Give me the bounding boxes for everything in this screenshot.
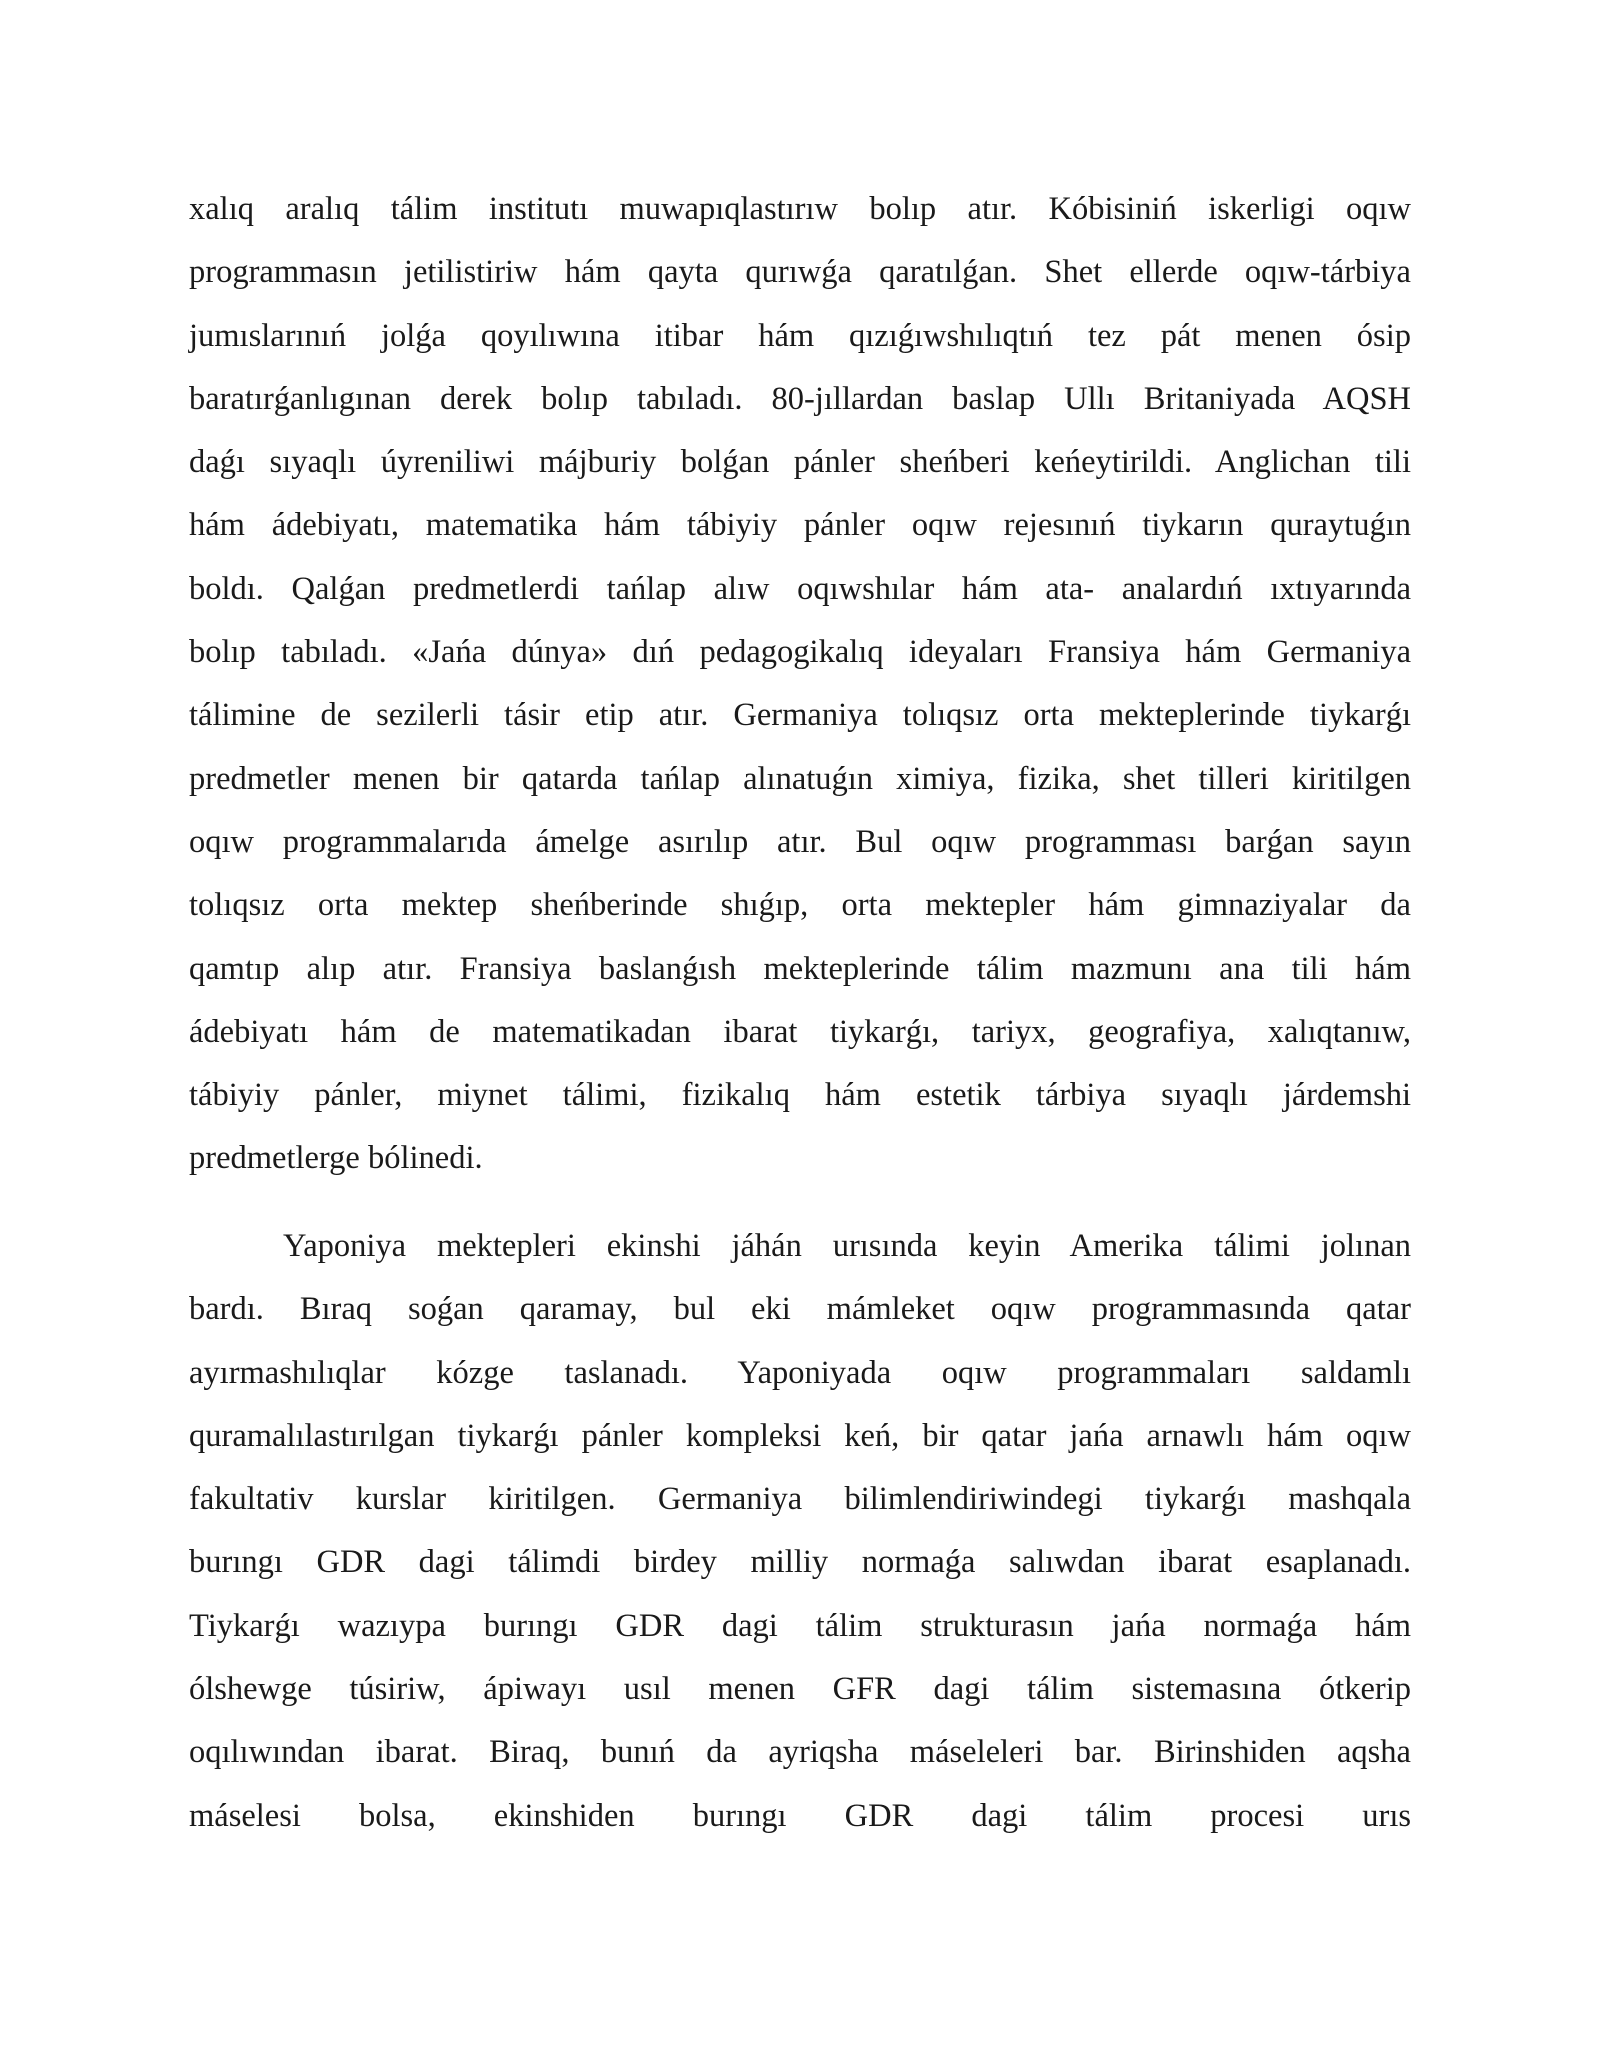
paragraph-line: Tiykarǵı wazıypa burıngı GDR dagi tálim strukturasın jańa normaǵa hám — [189, 1607, 1411, 1644]
paragraph-line: predmetler menen bir qatarda tańlap alınatuǵın ximiya, fizika, shet tilleri kiritilgen — [189, 760, 1411, 797]
paragraph-line: jumıslarınıń jolǵa qoyılıwına itibar hám qızıǵıwshılıqtıń tez pát menen ósip — [189, 317, 1411, 354]
paragraph-line: fakultativ kurslar kiritilgen. Germaniya bilimlendiriwindegi tiykarǵı mashqala — [189, 1481, 1411, 1518]
paragraph-line: tálimine de sezilerli tásir etip atır. Germaniya tolıqsız orta mekteplerinde tiykarǵı — [189, 697, 1411, 734]
paragraph-line: oqılıwından ibarat. Biraq, bunıń da ayriqsha máseleleri bar. Birinshiden aqsha — [189, 1734, 1411, 1771]
paragraph-2 — [189, 1215, 1411, 1848]
paragraph-line: ádebiyatı hám de matematikadan ibarat tiykarǵı, tariyx, geografiya, xalıqtanıw, — [189, 1013, 1411, 1050]
paragraph-line: Yaponiya mektepleri ekinshi jáhán urısında keyin Amerika tálimi jolınan — [283, 1228, 1411, 1264]
paragraph-line: bardı. Bıraq soǵan qaramay, bul eki mámleket oqıw programmasında qatar — [189, 1291, 1411, 1328]
paragraph-1 — [189, 178, 1411, 1191]
paragraph-line: tolıqsız orta mektep sheńberinde shıǵıp, orta mektepler hám gimnaziyalar da — [189, 887, 1411, 924]
paragraph-line: daǵı sıyaqlı úyreniliwi májburiy bolǵan pánler sheńberi keńeytirildi. Anglichan tili — [189, 444, 1411, 481]
paragraph-line: quramalılastırılgan tiykarǵı pánler kompleksi keń, bir qatar jańa arnawlı hám oqıw — [189, 1417, 1411, 1454]
paragraph-line: programmasın jetilistiriw hám qayta qurıwǵa qaratılǵan. Shet ellerde oqıw-tárbiya — [189, 254, 1411, 291]
paragraph-line: tábiyiy pánler, miynet tálimi, fizikalıq hám estetik tárbiya sıyaqlı járdemshi — [189, 1077, 1411, 1114]
paragraph-line: oqıw programmalarıda ámelge asırılıp atır. Bul oqıw programması barǵan sayın — [189, 823, 1411, 860]
paragraph-line: hám ádebiyatı, matematika hám tábiyiy pánler oqıw rejesınıń tiykarın quraytuǵın — [189, 507, 1411, 544]
paragraph-line: boldı. Qalǵan predmetlerdi tańlap alıw oqıwshılar hám ata- analardıń ıxtıyarında — [189, 570, 1411, 607]
paragraph-line: predmetlerge bólinedi. — [189, 1140, 483, 1177]
paragraph-line: ayırmashılıqlar kózge taslanadı. Yaponiyada oqıw programmaları saldamlı — [189, 1354, 1411, 1391]
paragraph-line: qamtıp alıp atır. Fransiya baslanǵısh mekteplerinde tálim mazmunı ana tili hám — [189, 950, 1411, 987]
paragraph-line: xalıq aralıq tálim institutı muwapıqlastırıw bolıp atır. Kóbisiniń iskerligi oqıw — [189, 191, 1411, 227]
paragraph-line: máselesi bolsa, ekinshiden burıngı GDR dagi tálim procesi urıs — [189, 1797, 1411, 1834]
paragraph-line: bolıp tabıladı. «Jańa dúnya» dıń pedagogikalıq ideyaları Fransiya hám Germaniya — [189, 634, 1411, 671]
paragraph-line: burıngı GDR dagi tálimdi birdey milliy normaǵa salıwdan ibarat esaplanadı. — [189, 1544, 1411, 1581]
paragraph-line: baratırǵanlıgınan derek bolıp tabıladı. 80-jıllardan baslap Ullı Britaniyada AQSH — [189, 380, 1411, 417]
paragraph-line: ólshewge túsiriw, ápiwayı usıl menen GFR dagi tálim sistemasına ótkerip — [189, 1671, 1411, 1708]
